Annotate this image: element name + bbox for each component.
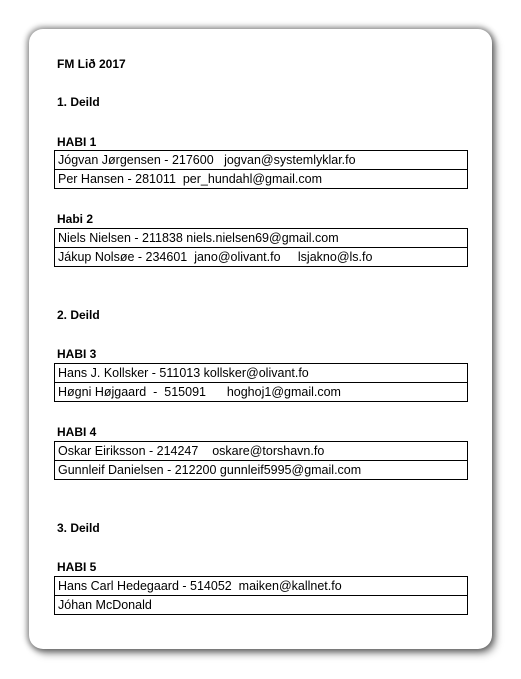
table-row — [55, 248, 468, 267]
team-table-habi-2 — [54, 228, 468, 267]
member-cell: Oskar Eiriksson - 214247 oskare@torshavn.fo — [55, 442, 468, 461]
division-heading-2: 2. Deild — [57, 308, 100, 322]
member-cell: Jógvan Jørgensen - 217600 jogvan@systemlyklar.fo — [55, 151, 468, 170]
member-cell: Jákup Nolsøe - 234601 jano@olivant.fo lsjakno@ls.fo — [55, 248, 468, 267]
team-heading-habi-5: HABI 5 — [57, 560, 97, 574]
member-cell: Niels Nielsen - 211838 niels.nielsen69@gmail.com — [55, 229, 468, 248]
member-cell: Per Hansen - 281011 per_hundahl@gmail.com — [55, 170, 468, 189]
table-row — [55, 442, 468, 461]
table-row — [55, 461, 468, 480]
table-row — [55, 383, 468, 402]
document-page — [29, 29, 492, 649]
table-row — [55, 596, 468, 615]
team-table-habi-4 — [54, 441, 468, 480]
table-row — [55, 364, 468, 383]
member-cell: Gunnleif Danielsen - 212200 gunnleif5995@gmail.com — [55, 461, 468, 480]
division-heading-3: 3. Deild — [57, 521, 100, 535]
team-heading-habi-3: HABI 3 — [57, 347, 97, 361]
division-heading-1: 1. Deild — [57, 95, 100, 109]
team-heading-habi-4: HABI 4 — [57, 425, 97, 439]
table-row — [55, 577, 468, 596]
team-heading-habi-1: HABI 1 — [57, 135, 97, 149]
member-cell: Høgni Højgaard - 515091 hoghoj1@gmail.com — [55, 383, 468, 402]
table-row — [55, 229, 468, 248]
team-table-habi-1 — [54, 150, 468, 189]
document-title: FM Lið 2017 — [57, 57, 126, 71]
table-row — [55, 170, 468, 189]
team-table-habi-3 — [54, 363, 468, 402]
member-cell: Jóhan McDonald — [55, 596, 468, 615]
team-table-habi-5 — [54, 576, 468, 615]
member-cell: Hans J. Kollsker - 511013 kollsker@olivant.fo — [55, 364, 468, 383]
member-cell: Hans Carl Hedegaard - 514052 maiken@kallnet.fo — [55, 577, 468, 596]
table-row — [55, 151, 468, 170]
team-heading-habi-2: Habi 2 — [57, 212, 94, 226]
